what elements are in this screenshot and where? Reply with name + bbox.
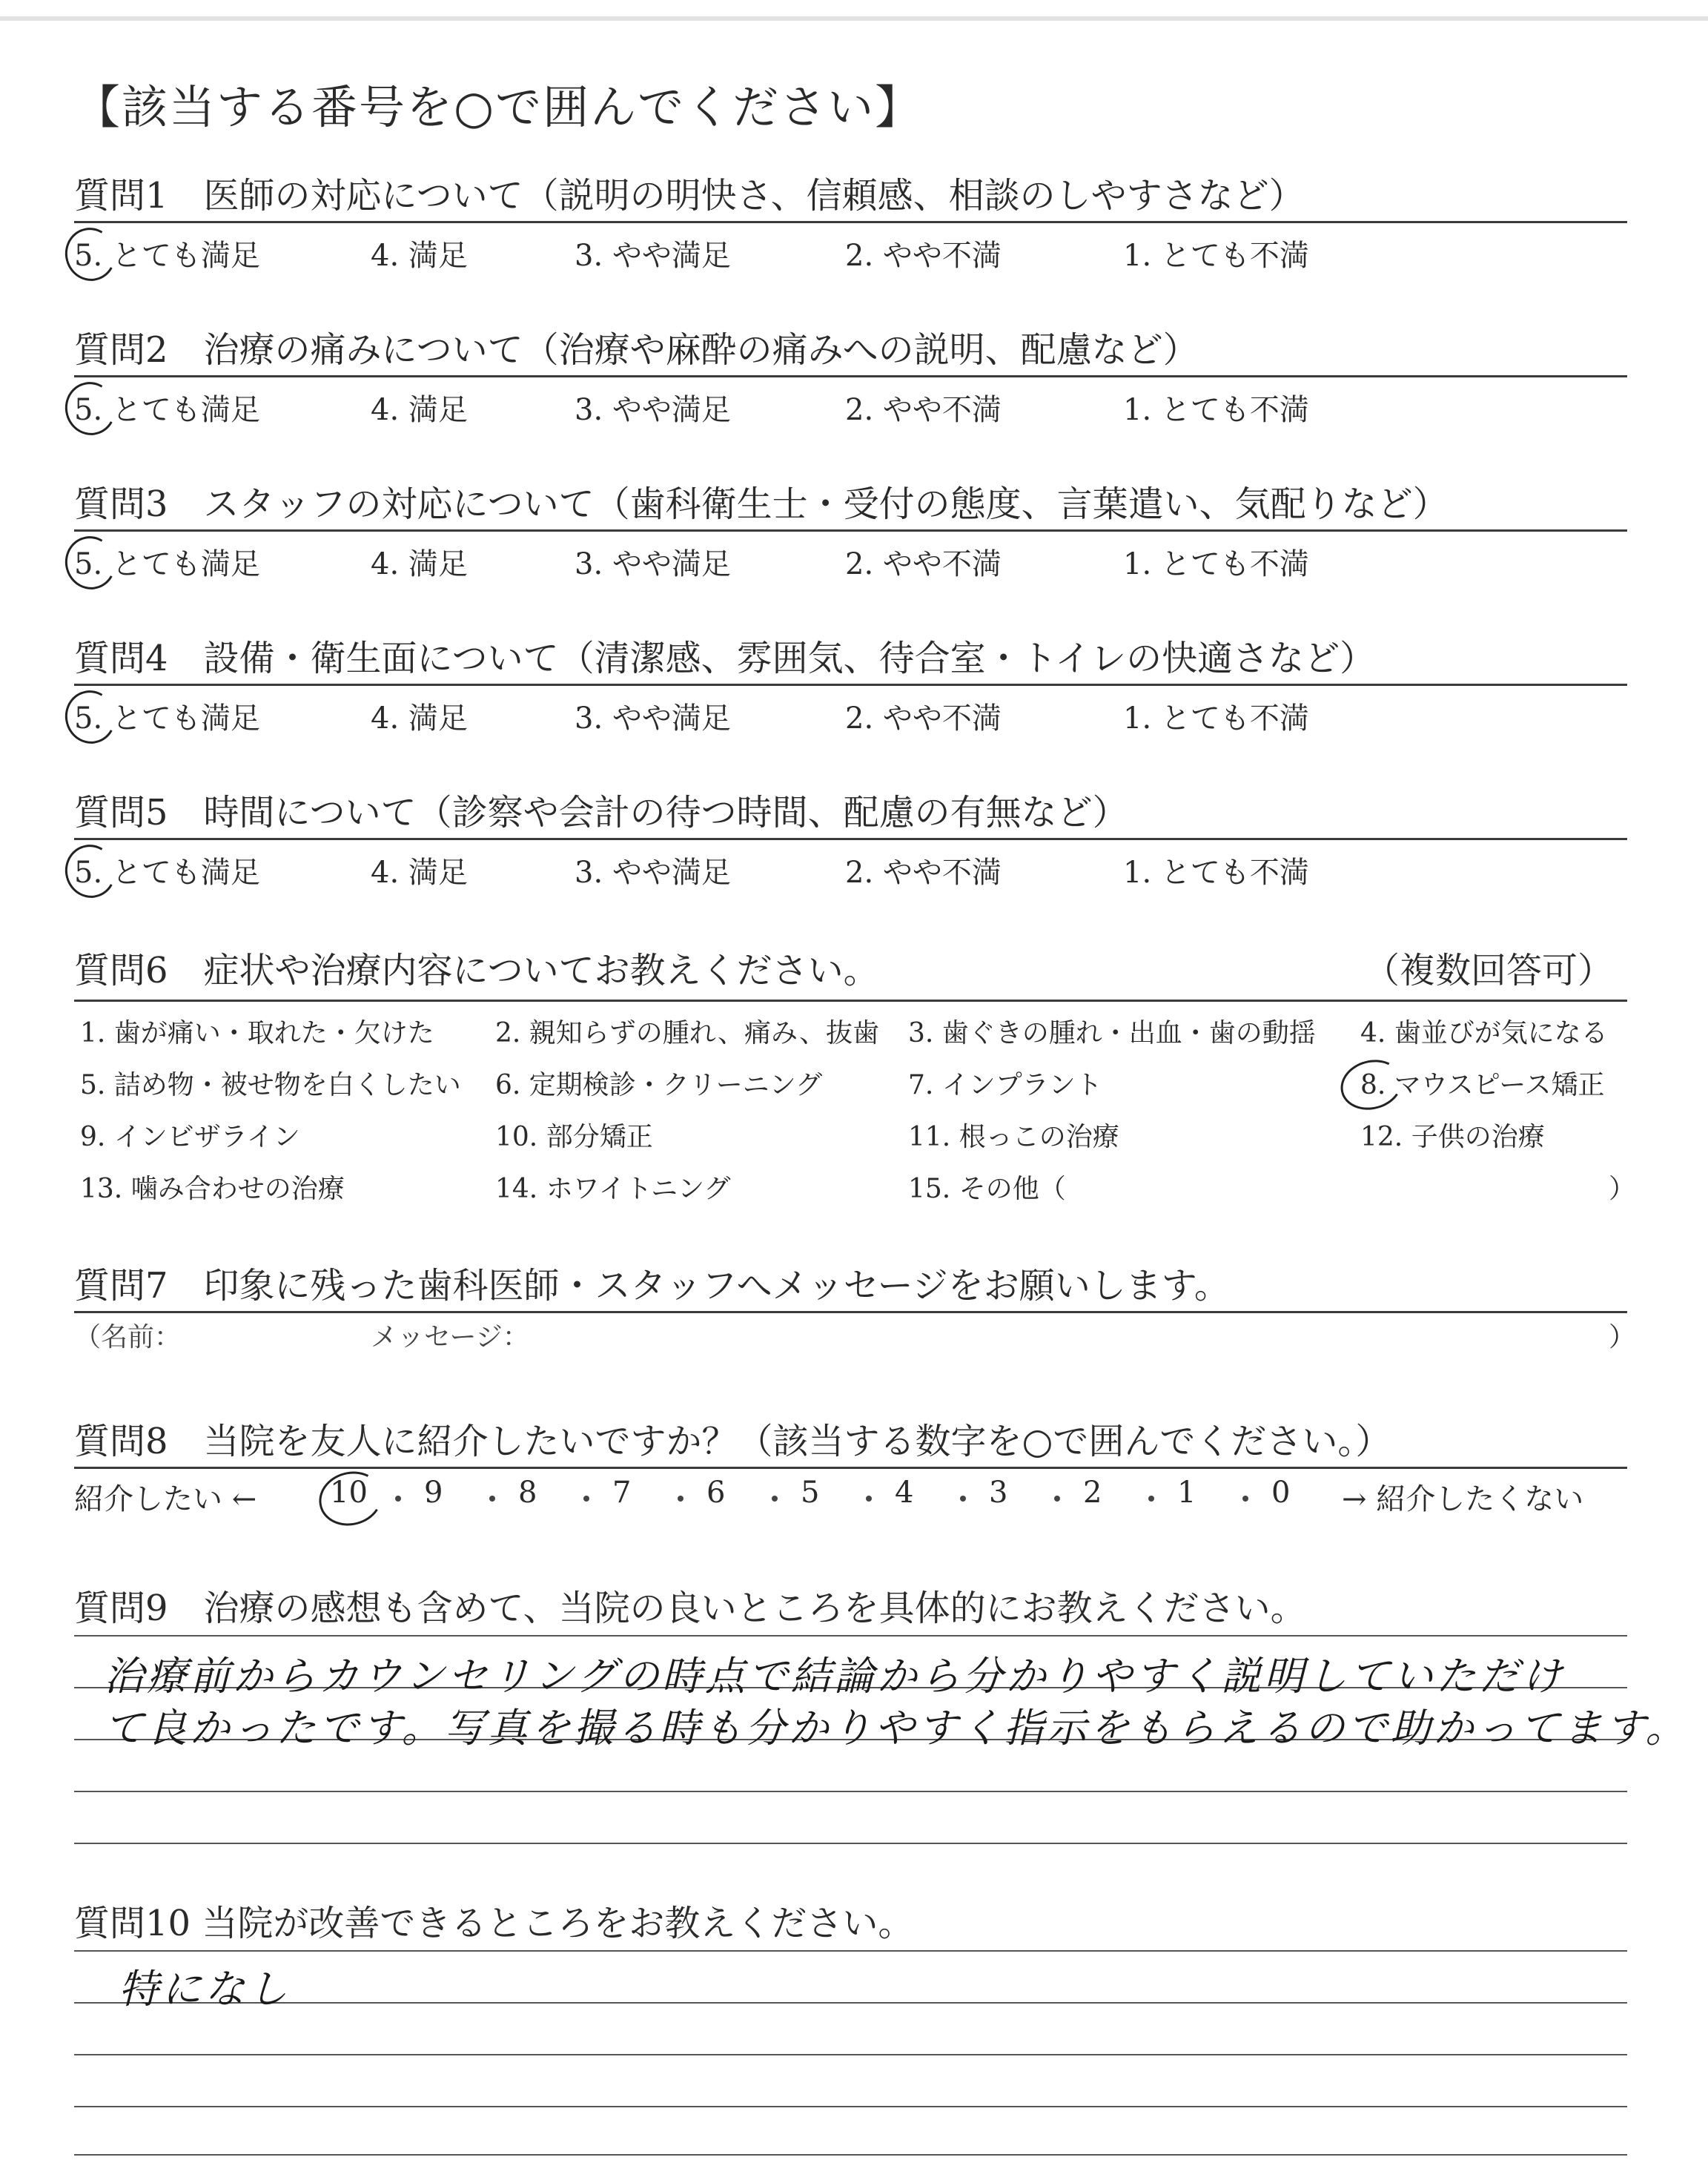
q8-scale-2[interactable]: 2 <box>1083 1476 1102 1510</box>
q9-title: 質問9 治療の感想も含めて、当院の良いところを具体的にお教えください。 <box>74 1588 1306 1629</box>
q7-close: ） <box>1609 1322 1636 1353</box>
q6-selection-circle <box>1335 1053 1408 1116</box>
q8-scale-separator <box>772 1496 778 1502</box>
q2-title: 質問2 治療の痛みについて（治療や麻酔の痛みへの説明、配慮など） <box>74 329 1199 371</box>
q9-answer-line-2: て良かったです。写真を撮る時も分かりやすく指示をもらえるので助かってます。 <box>104 1705 1689 1751</box>
q8-selection-circle <box>313 1464 388 1533</box>
q8-rule <box>74 1467 1627 1469</box>
q8-scale-separator <box>1054 1496 1060 1502</box>
q6-item-8[interactable]: 8. マウスピース矯正 <box>1360 1070 1605 1100</box>
q7-rule <box>74 1311 1627 1313</box>
q6-item-12[interactable]: 12. 子供の治療 <box>1360 1122 1545 1152</box>
q8-scale-6[interactable]: 6 <box>706 1476 726 1510</box>
q10-line-4 <box>74 2106 1627 2107</box>
q5-title: 質問5 時間について（診察や会計の待つ時間、配慮の有無など） <box>74 792 1128 833</box>
q1-title: 質問1 医師の対応について（説明の明快さ、信頼感、相談のしやすさなど） <box>74 175 1305 217</box>
q4-title: 質問4 設備・衛生面について（清潔感、雰囲気、待合室・トイレの快適さなど） <box>74 638 1376 679</box>
q6-item-10[interactable]: 10. 部分矯正 <box>495 1122 653 1152</box>
q8-scale-separator <box>489 1496 495 1502</box>
q3-option-2[interactable]: 2. やや不満 <box>845 547 1002 581</box>
q2-option-5[interactable]: 5. とても満足 <box>74 393 260 427</box>
q1-option-3[interactable]: 3. やや満足 <box>575 239 731 273</box>
q7-message-label: メッセージ： <box>371 1322 529 1353</box>
q6-note: （複数回答可） <box>1364 950 1614 991</box>
q8-scale-10[interactable]: 10 <box>330 1476 368 1510</box>
q8-scale-3[interactable]: 3 <box>989 1476 1008 1510</box>
q2-option-1[interactable]: 1. とても不満 <box>1123 393 1309 427</box>
q5-option-1[interactable]: 1. とても不満 <box>1123 856 1309 890</box>
q2-option-3[interactable]: 3. やや満足 <box>575 393 731 427</box>
q1-option-5[interactable]: 5. とても満足 <box>74 239 260 273</box>
q8-scale-7[interactable]: 7 <box>612 1476 632 1510</box>
q1-option-2[interactable]: 2. やや不満 <box>845 239 1002 273</box>
q6-item-11[interactable]: 11. 根っこの治療 <box>908 1122 1119 1152</box>
q8-scale-separator <box>866 1496 872 1502</box>
q3-option-1[interactable]: 1. とても不満 <box>1123 547 1309 581</box>
q6-item-13[interactable]: 13. 噛み合わせの治療 <box>80 1174 345 1204</box>
q5-option-5[interactable]: 5. とても満足 <box>74 856 260 890</box>
q8-scale-1[interactable]: 1 <box>1177 1476 1196 1510</box>
q1-rule <box>74 221 1627 223</box>
q4-rule <box>74 684 1627 686</box>
q4-option-5[interactable]: 5. とても満足 <box>74 701 260 736</box>
q9-line-4 <box>74 1791 1627 1792</box>
q8-scale-0[interactable]: 0 <box>1271 1476 1291 1510</box>
q8-scale-5[interactable]: 5 <box>801 1476 820 1510</box>
q10-line-1 <box>74 1950 1627 1952</box>
q6-item-2[interactable]: 2. 親知らずの腫れ、痛み、抜歯 <box>495 1018 880 1048</box>
q6-item-4[interactable]: 4. 歯並びが気になる <box>1360 1018 1608 1048</box>
q10-line-5 <box>74 2154 1627 2156</box>
q5-rule <box>74 838 1627 840</box>
q8-scale-separator <box>678 1496 683 1502</box>
q8-scale-separator <box>960 1496 966 1502</box>
q4-option-4[interactable]: 4. 満足 <box>371 701 468 736</box>
q5-option-2[interactable]: 2. やや不満 <box>845 856 1002 890</box>
q9-line-1 <box>74 1635 1627 1636</box>
q6-item-9[interactable]: 9. インビザライン <box>80 1122 300 1152</box>
page-top-edge <box>0 16 1708 21</box>
q3-option-5[interactable]: 5. とても満足 <box>74 547 260 581</box>
q1-option-1[interactable]: 1. とても不満 <box>1123 239 1309 273</box>
q6-item-5[interactable]: 5. 詰め物・被せ物を白くしたい <box>80 1070 461 1100</box>
q3-option-3[interactable]: 3. やや満足 <box>575 547 731 581</box>
q4-option-3[interactable]: 3. やや満足 <box>575 701 731 736</box>
q6-item-1[interactable]: 1. 歯が痛い・取れた・欠けた <box>80 1018 434 1048</box>
q9-line-5 <box>74 1843 1627 1844</box>
q5-option-3[interactable]: 3. やや満足 <box>575 856 731 890</box>
q2-rule <box>74 375 1627 377</box>
q8-scale-separator <box>395 1496 401 1502</box>
q8-title: 質問8 当院を友人に紹介したいですか？（該当する数字を○で囲んでください。） <box>74 1421 1391 1462</box>
q2-option-4[interactable]: 4. 満足 <box>371 393 468 427</box>
q6-item-6[interactable]: 6. 定期検診・クリーニング <box>495 1070 823 1100</box>
q6-item-7[interactable]: 7. インプラント <box>908 1070 1102 1100</box>
page-heading: 【該当する番号を○で囲んでください】 <box>74 80 923 134</box>
q9-answer-line-1: 治療前からカウンセリングの時点で結論から分かりやすく説明していただけ <box>104 1653 1565 1700</box>
q10-line-3 <box>74 2054 1627 2055</box>
q10-title: 質問10 当院が改善できるところをお教えください。 <box>74 1903 914 1944</box>
q8-scale-4[interactable]: 4 <box>895 1476 914 1510</box>
q8-scale-separator <box>1148 1496 1154 1502</box>
q7-title: 質問7 印象に残った歯科医師・スタッフへメッセージをお願いします。 <box>74 1265 1230 1307</box>
q6-item-15[interactable]: 15. その他（ <box>908 1174 1066 1204</box>
q3-rule <box>74 529 1627 532</box>
q8-right-label: → 紹介したくない <box>1342 1482 1584 1516</box>
q10-line-2 <box>74 2002 1627 2004</box>
q4-option-1[interactable]: 1. とても不満 <box>1123 701 1309 736</box>
q10-answer-line-1: 特になし <box>119 1966 291 2012</box>
q3-option-4[interactable]: 4. 満足 <box>371 547 468 581</box>
q8-scale-separator <box>1242 1496 1248 1502</box>
q7-name-label: （名前： <box>74 1322 182 1353</box>
q6-other-close: ） <box>1609 1174 1636 1204</box>
q6-rule <box>74 1000 1627 1002</box>
q8-scale-9[interactable]: 9 <box>424 1476 443 1510</box>
q8-scale-separator <box>583 1496 589 1502</box>
q8-left-label: 紹介したい ← <box>74 1482 257 1516</box>
q8-scale-8[interactable]: 8 <box>518 1476 537 1510</box>
q6-item-14[interactable]: 14. ホワイトニング <box>495 1174 731 1204</box>
q4-option-2[interactable]: 2. やや不満 <box>845 701 1002 736</box>
q3-title: 質問3 スタッフの対応について（歯科衛生士・受付の態度、言葉遣い、気配りなど） <box>74 483 1449 525</box>
q6-item-3[interactable]: 3. 歯ぐきの腫れ・出血・歯の動揺 <box>908 1018 1316 1048</box>
q6-title: 質問6 症状や治療内容についてお教えください。 <box>74 950 879 991</box>
q2-option-2[interactable]: 2. やや不満 <box>845 393 1002 427</box>
q1-option-4[interactable]: 4. 満足 <box>371 239 468 273</box>
q5-option-4[interactable]: 4. 満足 <box>371 856 468 890</box>
